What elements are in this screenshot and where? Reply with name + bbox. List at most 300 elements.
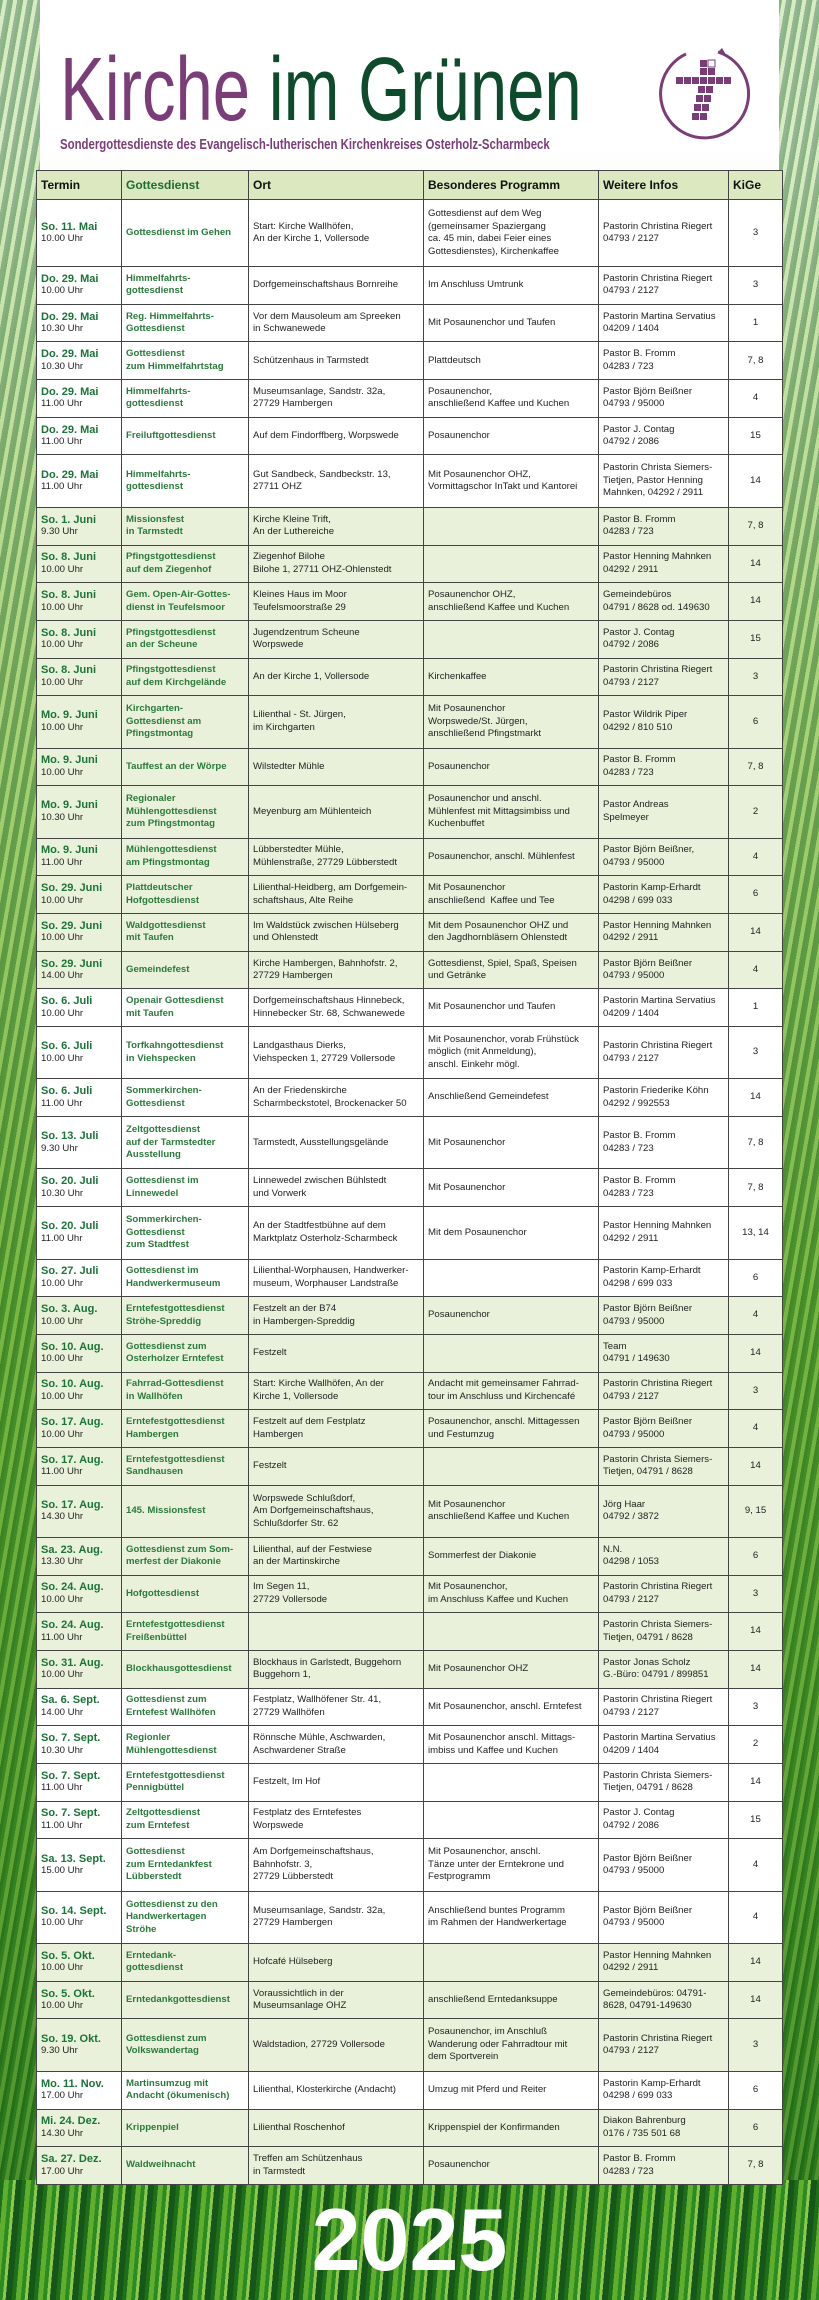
location: Festzelt, Im Hof bbox=[249, 1763, 424, 1801]
contact-info: Pastorin Christa Siemers- Tietjen, Pastor Henning Mahnken, 04292 / 2911 bbox=[599, 455, 729, 507]
event-date: So. 29. Juni bbox=[41, 957, 103, 970]
service-name: Gottesdienst zum Erntefest Wallhöfen bbox=[122, 1688, 249, 1726]
event-date: So. 3. Aug. bbox=[41, 1303, 98, 1316]
service-name: Fahrrad-Gottesdienst in Wallhöfen bbox=[122, 1372, 249, 1410]
table-row bbox=[37, 876, 783, 914]
event-date: So. 5. Okt. bbox=[41, 1949, 95, 1962]
special-program: Mit Posaunenchor bbox=[424, 1117, 599, 1169]
event-time: 14.30 Uhr bbox=[41, 2127, 84, 2139]
contact-info: Pastorin Friederike Köhn 04292 / 992553 bbox=[599, 1079, 729, 1117]
column-header-gottesdienst: Gottesdienst bbox=[122, 171, 249, 200]
termin-cell bbox=[37, 1613, 122, 1651]
contact-info: Pastor B. Fromm 04283 / 723 bbox=[599, 1117, 729, 1169]
contact-info: Pastor J. Contag 04792 / 2086 bbox=[599, 620, 729, 658]
termin-cell bbox=[37, 1297, 122, 1335]
contact-info: Pastorin Christa Siemers- Tietjen, 04791 / 8628 bbox=[599, 1447, 729, 1485]
table-row bbox=[37, 1485, 783, 1537]
table-row bbox=[37, 2147, 783, 2185]
location: Am Dorfgemeinschaftshaus, Bahnhofstr. 3, 27729 Lübberstedt bbox=[249, 1839, 424, 1891]
table-row bbox=[37, 1981, 783, 2019]
event-date: So. 19. Okt. bbox=[41, 2032, 101, 2045]
special-program: Mit Posaunenchor anschließend Kaffee und Tee bbox=[424, 876, 599, 914]
kige-region: 7, 8 bbox=[729, 507, 783, 545]
event-date: So. 8. Juni bbox=[41, 551, 97, 564]
event-date: So. 8. Juni bbox=[41, 626, 97, 639]
event-time: 10.00 Uhr bbox=[41, 1669, 84, 1681]
location: Treffen am Schützenhaus in Tarmstedt bbox=[249, 2147, 424, 2185]
table-row bbox=[37, 696, 783, 748]
termin-cell bbox=[37, 417, 122, 455]
kige-region: 4 bbox=[729, 380, 783, 418]
event-date: Mo. 9. Juni bbox=[41, 754, 98, 767]
service-name: Pfingstgottesdienst auf dem Ziegenhof bbox=[122, 545, 249, 583]
service-name: Kirchgarten- Gottesdienst am Pfingstmontag bbox=[122, 696, 249, 748]
service-name: Blockhausgottesdienst bbox=[122, 1650, 249, 1688]
table-row bbox=[37, 342, 783, 380]
contact-info: Pastor Björn Beißner 04793 / 95000 bbox=[599, 951, 729, 989]
special-program: anschließend Erntedanksuppe bbox=[424, 1981, 599, 2019]
termin-cell bbox=[37, 1891, 122, 1943]
kige-region: 14 bbox=[729, 455, 783, 507]
event-time: 10.00 Uhr bbox=[41, 1962, 84, 1974]
special-program bbox=[424, 1259, 599, 1297]
event-date: Do. 29. Mai bbox=[41, 348, 99, 361]
event-date: So. 7. Sept. bbox=[41, 1732, 101, 1745]
service-name: Erntefestgottesdienst Ströhe-Spreddig bbox=[122, 1297, 249, 1335]
contact-info: Pastorin Christa Siemers- Tietjen, 04791 / 8628 bbox=[599, 1763, 729, 1801]
event-time: 11.00 Uhr bbox=[41, 481, 83, 493]
table-row bbox=[37, 1944, 783, 1982]
location: Schützenhaus in Tarmstedt bbox=[249, 342, 424, 380]
contact-info: Pastorin Christina Riegert 04793 / 2127 bbox=[599, 267, 729, 305]
event-date: So. 6. Juli bbox=[41, 1085, 93, 1098]
service-name: Gottesdienst im Linnewedel bbox=[122, 1169, 249, 1207]
service-name: Waldweihnacht bbox=[122, 2147, 249, 2185]
special-program: Im Anschluss Umtrunk bbox=[424, 267, 599, 305]
table-row bbox=[37, 507, 783, 545]
special-program: Mit Posaunenchor und Taufen bbox=[424, 304, 599, 342]
kige-region: 14 bbox=[729, 1613, 783, 1651]
event-time: 11.00 Uhr bbox=[41, 436, 83, 448]
service-name: Himmelfahrts- gottesdienst bbox=[122, 380, 249, 418]
services-table bbox=[36, 170, 783, 2185]
location: Lilienthal-Worphausen, Handwerker- museum, Worphauser Landstraße bbox=[249, 1259, 424, 1297]
termin-cell bbox=[37, 545, 122, 583]
kige-region: 14 bbox=[729, 1763, 783, 1801]
kige-region: 14 bbox=[729, 1079, 783, 1117]
contact-info: Gemeindebüros: 04791- 8628, 04791-149630 bbox=[599, 1981, 729, 2019]
termin-cell bbox=[37, 1688, 122, 1726]
termin-cell bbox=[37, 1169, 122, 1207]
location: Landgasthaus Dierks, Viehspecken 1, 27729 Vollersode bbox=[249, 1027, 424, 1079]
kige-region: 3 bbox=[729, 1575, 783, 1613]
special-program: Mit Posaunenchor anschließend Kaffee und Kuchen bbox=[424, 1485, 599, 1537]
location: Festplatz, Wallhöfener Str. 41, 27729 Wallhöfen bbox=[249, 1688, 424, 1726]
special-program: Umzug mit Pferd und Reiter bbox=[424, 2071, 599, 2109]
title-part-2: im Grünen bbox=[268, 40, 582, 140]
event-time: 14.00 Uhr bbox=[41, 970, 84, 981]
event-time: 9.30 Uhr bbox=[41, 1142, 78, 1154]
table-row bbox=[37, 1839, 783, 1891]
event-time: 9.30 Uhr bbox=[41, 2045, 78, 2057]
termin-cell bbox=[37, 342, 122, 380]
table-row bbox=[37, 1169, 783, 1207]
event-date: So. 10. Aug. bbox=[41, 1378, 104, 1391]
event-date: So. 20. Juli bbox=[41, 1175, 99, 1188]
service-name: Zeltgottesdienst auf der Tarmstedter Ausstellung bbox=[122, 1117, 249, 1169]
termin-cell bbox=[37, 1372, 122, 1410]
service-name: Torfkahngottesdienst in Viehspecken bbox=[122, 1027, 249, 1079]
event-date: Do. 29. Mai bbox=[41, 423, 99, 436]
special-program: Posaunenchor bbox=[424, 2147, 599, 2185]
contact-info: Pastor Henning Mahnken 04292 / 2911 bbox=[599, 1944, 729, 1982]
kige-region: 13, 14 bbox=[729, 1207, 783, 1259]
location: An der Stadtfestbühne auf dem Marktplatz Osterholz-Scharmbeck bbox=[249, 1207, 424, 1259]
event-time: 9.30 Uhr bbox=[41, 526, 78, 538]
kige-region: 4 bbox=[729, 1891, 783, 1943]
event-time: 10.00 Uhr bbox=[41, 676, 84, 688]
service-name: Plattdeutscher Hofgottesdienst bbox=[122, 876, 249, 914]
contact-info: Pastorin Christina Riegert 04793 / 2127 bbox=[599, 1372, 729, 1410]
location bbox=[249, 1613, 424, 1651]
event-time: 10.00 Uhr bbox=[41, 766, 84, 778]
event-time: 17.00 Uhr bbox=[41, 2090, 84, 2102]
table-row bbox=[37, 1027, 783, 1079]
termin-cell bbox=[37, 304, 122, 342]
termin-cell bbox=[37, 1763, 122, 1801]
termin-cell bbox=[37, 989, 122, 1027]
termin-cell bbox=[37, 1981, 122, 2019]
termin-cell bbox=[37, 1207, 122, 1259]
location: Auf dem Findorffberg, Worpswede bbox=[249, 417, 424, 455]
location: Vor dem Mausoleum am Spreeken in Schwanewede bbox=[249, 304, 424, 342]
termin-cell bbox=[37, 620, 122, 658]
termin-cell bbox=[37, 838, 122, 876]
contact-info: Pastor B. Fromm 04283 / 723 bbox=[599, 1169, 729, 1207]
table-row bbox=[37, 1650, 783, 1688]
service-name: Missionsfest in Tarmstedt bbox=[122, 507, 249, 545]
service-name: Gottesdienst zum Himmelfahrtstag bbox=[122, 342, 249, 380]
event-time: 14.30 Uhr bbox=[41, 1511, 84, 1523]
table-row bbox=[37, 1891, 783, 1943]
contact-info: Pastorin Martina Servatius 04209 / 1404 bbox=[599, 304, 729, 342]
event-time: 11.00 Uhr bbox=[41, 1631, 83, 1643]
termin-cell bbox=[37, 876, 122, 914]
contact-info: Pastorin Christina Riegert 04793 / 2127 bbox=[599, 2019, 729, 2071]
kige-region: 3 bbox=[729, 200, 783, 267]
table-row bbox=[37, 1688, 783, 1726]
grass-border-right bbox=[779, 0, 819, 2300]
event-time: 10.00 Uhr bbox=[41, 1052, 84, 1064]
location: Tarmstedt, Ausstellungsgelände bbox=[249, 1117, 424, 1169]
contact-info: Pastor Björn Beißner 04793 / 95000 bbox=[599, 1891, 729, 1943]
table-row bbox=[37, 583, 783, 621]
service-name: Sommerkirchen- Gottesdienst zum Stadtfest bbox=[122, 1207, 249, 1259]
table-row bbox=[37, 1334, 783, 1372]
location: Ziegenhof Bilohe Bilohe 1, 27711 OHZ-Ohlenstedt bbox=[249, 545, 424, 583]
special-program: Posaunenchor, anschließend Kaffee und Kuchen bbox=[424, 380, 599, 418]
contact-info: Pastor J. Contag 04792 / 2086 bbox=[599, 1801, 729, 1839]
termin-cell bbox=[37, 1575, 122, 1613]
kige-region: 6 bbox=[729, 1259, 783, 1297]
location: Festzelt bbox=[249, 1334, 424, 1372]
location: Gut Sandbeck, Sandbeckstr. 13, 27711 OHZ bbox=[249, 455, 424, 507]
location: Linnewedel zwischen Bühlstedt und Vorwerk bbox=[249, 1169, 424, 1207]
service-name: Pfingstgottesdienst an der Scheune bbox=[122, 620, 249, 658]
kige-region: 1 bbox=[729, 989, 783, 1027]
service-name: Gottesdienst zum Som- merfest der Diakonie bbox=[122, 1537, 249, 1575]
contact-info: Pastor Wildrik Piper 04292 / 810 510 bbox=[599, 696, 729, 748]
contact-info: Pastor Björn Beißner, 04793 / 95000 bbox=[599, 838, 729, 876]
kige-region: 4 bbox=[729, 838, 783, 876]
special-program bbox=[424, 507, 599, 545]
location: Jugendzentrum Scheune Worpswede bbox=[249, 620, 424, 658]
event-date: So. 17. Aug. bbox=[41, 1416, 104, 1429]
event-date: Sa. 23. Aug. bbox=[41, 1543, 103, 1556]
location: Meyenburg am Mühlenteich bbox=[249, 786, 424, 838]
kige-region: 7, 8 bbox=[729, 2147, 783, 2185]
location: Lilienthal, auf der Festwiese an der Martinskirche bbox=[249, 1537, 424, 1575]
event-date: So. 1. Juni bbox=[41, 513, 97, 526]
event-date: So. 13. Juli bbox=[41, 1130, 99, 1143]
page-title bbox=[60, 40, 582, 140]
contact-info: Pastorin Christina Riegert 04793 / 2127 bbox=[599, 1027, 729, 1079]
kige-region: 4 bbox=[729, 1297, 783, 1335]
contact-info: Pastor B. Fromm 04283 / 723 bbox=[599, 342, 729, 380]
location: Museumsanlage, Sandstr. 32a, 27729 Hambergen bbox=[249, 380, 424, 418]
event-time: 10.00 Uhr bbox=[41, 1593, 84, 1605]
contact-info: Pastorin Christina Riegert 04793 / 2127 bbox=[599, 1575, 729, 1613]
service-name: Erntedankgottesdienst bbox=[122, 1981, 249, 2019]
kige-region: 4 bbox=[729, 1839, 783, 1891]
event-time: 11.00 Uhr bbox=[41, 398, 83, 410]
special-program: Mit Posaunenchor bbox=[424, 1169, 599, 1207]
termin-cell bbox=[37, 786, 122, 838]
event-time: 10.00 Uhr bbox=[41, 285, 84, 297]
contact-info: Pastorin Martina Servatius 04209 / 1404 bbox=[599, 989, 729, 1027]
special-program: Posaunenchor bbox=[424, 748, 599, 786]
event-time: 10.00 Uhr bbox=[41, 1315, 84, 1327]
table-row bbox=[37, 1372, 783, 1410]
contact-info: Pastorin Christina Riegert 04793 / 2127 bbox=[599, 658, 729, 696]
service-name: Zeltgottesdienst zum Erntefest bbox=[122, 1801, 249, 1839]
table-row bbox=[37, 786, 783, 838]
contact-info: Pastor Björn Beißner 04793 / 95000 bbox=[599, 1410, 729, 1448]
special-program bbox=[424, 1334, 599, 1372]
kige-region: 4 bbox=[729, 1410, 783, 1448]
termin-cell bbox=[37, 658, 122, 696]
contact-info: Pastor J. Contag 04792 / 2086 bbox=[599, 417, 729, 455]
event-time: 10.00 Uhr bbox=[41, 1390, 84, 1402]
column-header-termin: Termin bbox=[37, 171, 122, 200]
location: Lilienthal, Klosterkirche (Andacht) bbox=[249, 2071, 424, 2109]
termin-cell bbox=[37, 748, 122, 786]
contact-info: Gemeindebüros 04791 / 8628 od. 149630 bbox=[599, 583, 729, 621]
table-row bbox=[37, 267, 783, 305]
termin-cell bbox=[37, 455, 122, 507]
event-date: So. 29. Juni bbox=[41, 919, 103, 932]
contact-info: Pastorin Christa Siemers- Tietjen, 04791 / 8628 bbox=[599, 1613, 729, 1651]
special-program: Posaunenchor, anschl. Mühlenfest bbox=[424, 838, 599, 876]
termin-cell bbox=[37, 2019, 122, 2071]
special-program bbox=[424, 1613, 599, 1651]
termin-cell bbox=[37, 1117, 122, 1169]
kige-region: 14 bbox=[729, 1944, 783, 1982]
location: Wilstedter Mühle bbox=[249, 748, 424, 786]
special-program: Mit dem Posaunenchor bbox=[424, 1207, 599, 1259]
location: Start: Kirche Wallhöfen, An der Kirche 1, Vollersode bbox=[249, 200, 424, 267]
kige-region: 3 bbox=[729, 1688, 783, 1726]
event-time: 10.00 Uhr bbox=[41, 1277, 84, 1289]
special-program: Mit dem Posaunenchor OHZ und den Jagdhornbläsern Ohlenstedt bbox=[424, 914, 599, 952]
special-program: Mit Posaunenchor OHZ bbox=[424, 1650, 599, 1688]
contact-info: Pastor Björn Beißner 04793 / 95000 bbox=[599, 1297, 729, 1335]
service-name: 145. Missionsfest bbox=[122, 1485, 249, 1537]
event-date: So. 7. Sept. bbox=[41, 1807, 101, 1820]
kige-region: 6 bbox=[729, 2109, 783, 2147]
special-program bbox=[424, 1447, 599, 1485]
service-name: Erntefestgottesdienst Pennigbüttel bbox=[122, 1763, 249, 1801]
location: Rönnsche Mühle, Aschwarden, Aschwardener Straße bbox=[249, 1726, 424, 1764]
event-date: So. 10. Aug. bbox=[41, 1340, 104, 1353]
service-name: Martinsumzug mit Andacht (ökumenisch) bbox=[122, 2071, 249, 2109]
special-program: Mit Posaunenchor Worpswede/St. Jürgen, anschließend Pfingstmarkt bbox=[424, 696, 599, 748]
event-date: So. 7. Sept. bbox=[41, 1769, 101, 1782]
kige-region: 7, 8 bbox=[729, 1169, 783, 1207]
table-row bbox=[37, 1801, 783, 1839]
kige-region: 3 bbox=[729, 267, 783, 305]
event-time: 10.00 Uhr bbox=[41, 1353, 84, 1365]
event-date: Mo. 9. Juni bbox=[41, 844, 98, 857]
table-row bbox=[37, 200, 783, 267]
service-name: Reg. Himmelfahrts- Gottesdienst bbox=[122, 304, 249, 342]
table-row bbox=[37, 2109, 783, 2147]
special-program: Posaunenchor und anschl. Mühlenfest mit Mittagsimbiss und Kuchenbuffet bbox=[424, 786, 599, 838]
special-program: Gottesdienst, Spiel, Spaß, Speisen und Getränke bbox=[424, 951, 599, 989]
contact-info: Pastorin Christina Riegert 04793 / 2127 bbox=[599, 200, 729, 267]
event-time: 13.30 Uhr bbox=[41, 1556, 84, 1568]
contact-info: Pastorin Christina Riegert 04793 / 2127 bbox=[599, 1688, 729, 1726]
table-row bbox=[37, 989, 783, 1027]
location: Lilienthal - St. Jürgen, im Kirchgarten bbox=[249, 696, 424, 748]
event-time: 10.30 Uhr bbox=[41, 360, 84, 372]
table-row bbox=[37, 748, 783, 786]
special-program: Posaunenchor bbox=[424, 1297, 599, 1335]
special-program: Krippenspiel der Konfirmanden bbox=[424, 2109, 599, 2147]
service-name: Gem. Open-Air-Gottes- dienst in Teufelsmoor bbox=[122, 583, 249, 621]
event-date: Sa. 13. Sept. bbox=[41, 1852, 106, 1865]
location: Blockhaus in Garlstedt, Buggehorn Buggehorn 1, bbox=[249, 1650, 424, 1688]
special-program: Posaunenchor, im Anschluß Wanderung oder Fahrradtour mit dem Sportverein bbox=[424, 2019, 599, 2071]
event-time: 10.30 Uhr bbox=[41, 811, 84, 823]
cross-circle-icon bbox=[656, 44, 752, 140]
special-program: Anschließend Gemeindefest bbox=[424, 1079, 599, 1117]
table-row bbox=[37, 1259, 783, 1297]
termin-cell bbox=[37, 1485, 122, 1537]
event-date: So. 11. Mai bbox=[41, 220, 98, 233]
contact-info: Pastor Jonas Scholz G.-Büro: 04791 / 899851 bbox=[599, 1650, 729, 1688]
table-row bbox=[37, 1297, 783, 1335]
table-row bbox=[37, 2071, 783, 2109]
event-date: Mo. 9. Juni bbox=[41, 709, 98, 722]
event-time: 10.00 Uhr bbox=[41, 601, 84, 613]
event-time: 10.00 Uhr bbox=[41, 639, 84, 651]
event-date: So. 6. Juli bbox=[41, 1040, 93, 1053]
special-program bbox=[424, 620, 599, 658]
service-name: Gottesdienst im Handwerkermuseum bbox=[122, 1259, 249, 1297]
kige-region: 3 bbox=[729, 1372, 783, 1410]
event-date: Do. 29. Mai bbox=[41, 310, 99, 323]
termin-cell bbox=[37, 951, 122, 989]
event-time: 10.00 Uhr bbox=[41, 1007, 84, 1019]
event-time: 10.30 Uhr bbox=[41, 1187, 84, 1199]
event-time: 15.00 Uhr bbox=[41, 1865, 84, 1877]
table-row bbox=[37, 914, 783, 952]
contact-info: Pastor Björn Beißner 04793 / 95000 bbox=[599, 380, 729, 418]
service-name: Hofgottesdienst bbox=[122, 1575, 249, 1613]
event-time: 10.30 Uhr bbox=[41, 1744, 84, 1756]
contact-info: Pastorin Martina Servatius 04209 / 1404 bbox=[599, 1726, 729, 1764]
service-name: Gottesdienst zu den Handwerkertagen Ströhe bbox=[122, 1891, 249, 1943]
termin-cell bbox=[37, 200, 122, 267]
event-date: So. 5. Okt. bbox=[41, 1987, 95, 2000]
event-time: 10.30 Uhr bbox=[41, 323, 84, 335]
event-time: 17.00 Uhr bbox=[41, 2165, 84, 2177]
event-date: Mi. 24. Dez. bbox=[41, 2115, 101, 2128]
event-time: 11.00 Uhr bbox=[41, 856, 83, 868]
service-name: Regionaler Mühlengottesdienst zum Pfingstmontag bbox=[122, 786, 249, 838]
kige-region: 14 bbox=[729, 1981, 783, 2019]
service-name: Regionler Mühlengottesdienst bbox=[122, 1726, 249, 1764]
special-program: Mit Posaunenchor, im Anschluss Kaffee und Kuchen bbox=[424, 1575, 599, 1613]
location: Dorfgemeinschaftshaus Bornreihe bbox=[249, 267, 424, 305]
kige-region: 2 bbox=[729, 786, 783, 838]
contact-info: N.N. 04298 / 1053 bbox=[599, 1537, 729, 1575]
special-program bbox=[424, 1801, 599, 1839]
special-program: Plattdeutsch bbox=[424, 342, 599, 380]
termin-cell bbox=[37, 1650, 122, 1688]
termin-cell bbox=[37, 1027, 122, 1079]
kige-region: 3 bbox=[729, 1027, 783, 1079]
special-program: Andacht mit gemeinsamer Fahrrad- tour im Anschluss und Kirchencafé bbox=[424, 1372, 599, 1410]
location: Start: Kirche Wallhöfen, An der Kirche 1, Vollersode bbox=[249, 1372, 424, 1410]
contact-info: Pastor Andreas Spelmeyer bbox=[599, 786, 729, 838]
service-name: Gottesdienst zum Osterholzer Erntefest bbox=[122, 1334, 249, 1372]
location: Kirche Kleine Trift, An der Luthereiche bbox=[249, 507, 424, 545]
table-row bbox=[37, 1726, 783, 1764]
table-row bbox=[37, 1447, 783, 1485]
termin-cell bbox=[37, 2071, 122, 2109]
event-date: Do. 29. Mai bbox=[41, 468, 99, 481]
termin-cell bbox=[37, 1537, 122, 1575]
termin-cell bbox=[37, 1726, 122, 1764]
kige-region: 7, 8 bbox=[729, 748, 783, 786]
event-time: 10.00 Uhr bbox=[41, 2000, 84, 2012]
kige-region: 2 bbox=[729, 1726, 783, 1764]
location: An der Friedenskirche Scharmbeckstotel, Brockenacker 50 bbox=[249, 1079, 424, 1117]
table-row bbox=[37, 455, 783, 507]
event-time: 10.00 Uhr bbox=[41, 1917, 84, 1929]
contact-info: Jörg Haar 04792 / 3872 bbox=[599, 1485, 729, 1537]
service-name: Sommerkirchen- Gottesdienst bbox=[122, 1079, 249, 1117]
location: Worpswede Schlußdorf, Am Dorfgemeinschaftshaus, Schlußdorfer Str. 62 bbox=[249, 1485, 424, 1537]
location: Im Waldstück zwischen Hülseberg und Ohlenstedt bbox=[249, 914, 424, 952]
special-program bbox=[424, 545, 599, 583]
event-time: 10.00 Uhr bbox=[41, 932, 84, 944]
special-program: Sommerfest der Diakonie bbox=[424, 1537, 599, 1575]
kige-region: 6 bbox=[729, 876, 783, 914]
kige-region: 9, 15 bbox=[729, 1485, 783, 1537]
